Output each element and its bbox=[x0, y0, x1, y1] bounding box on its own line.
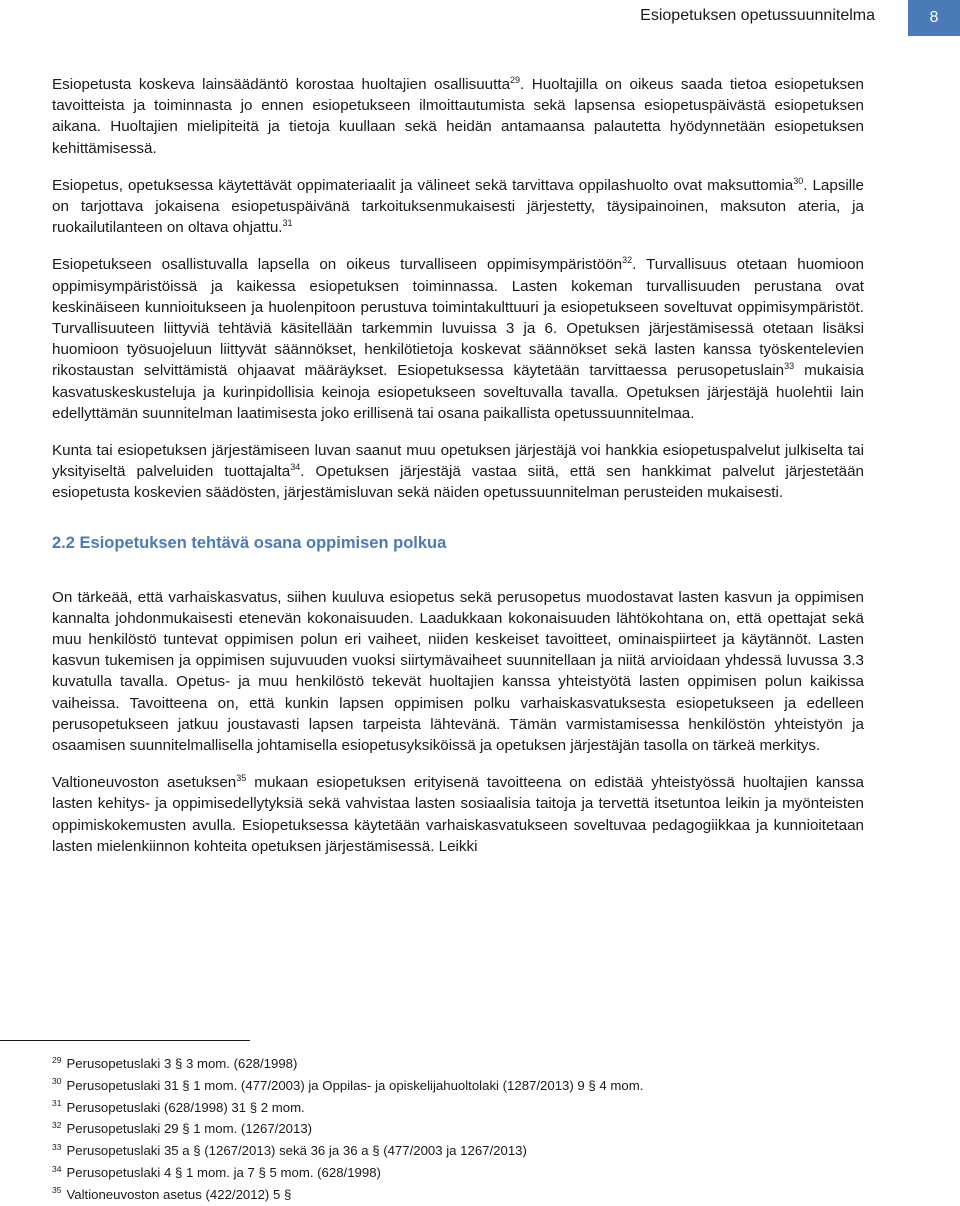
footnote bbox=[52, 1162, 912, 1184]
paragraph-text: . Huoltajilla on oikeus saada tietoa esiopetuksen tavoitteista ja toiminnasta jo ennen esiopetukseen ilmoittautumista sekä lapsensa esiopetuspäivästä esiopetuksen aikana. Huoltajien mielipiteitä ja tietoja kuullaan sekä heidän antamaansa palautetta hyödynnetään esiopetuksen kehittämisessä. bbox=[52, 76, 864, 157]
paragraphs-before-heading bbox=[52, 74, 864, 504]
footnote-number: 32 bbox=[52, 1120, 62, 1130]
paragraph-text: . Lapsille on tarjottava jokaisena esiopetuspäivänä tarkoituksenmukaisesti järjestetty, täysipainoinen, maksuton ateria, ja ruokailutilanteen on oltava ohjattu. bbox=[52, 176, 864, 237]
paragraph-text: mukaisia kasvatuskeskusteluja ja kurinpidollisia keinoja esiopetukseen soveltuvalla tavalla. Opetuksen järjestäjä huolehtii lain edellyttämän suunnitelman laatimisesta joko erillisenä tai osana paikallista opetussuunnitelmaa. bbox=[52, 362, 865, 422]
paragraph bbox=[52, 175, 864, 239]
paragraph-text: Esiopetukseen osallistuvalla lapsella on oikeus turvalliseen oppimisympäristöön bbox=[52, 256, 623, 274]
footnote-number: 31 bbox=[52, 1098, 62, 1109]
paragraph-text: Esiopetusta koskeva lainsäädäntö korostaa huoltajien osallisuutta bbox=[52, 76, 511, 93]
paragraphs-after-heading bbox=[52, 587, 864, 857]
paragraph-text: mukaan esiopetuksen erityisenä tavoitteena on edistää yhteistyössä huoltajien kanssa lasten kehitys- ja oppimisedellytyksiä sekä vahvistaa lasten sosiaalisia taitoja ja tervettä itsetuntoa leikin ja myönteisten oppimiskokemusten avulla. Esiopetuksessa käytetään varhaiskasvatukseen soveltuvaa pedagogiikkaa ja kunnioitetaan lasten mielenkiinnon kohteita opetuksen järjestämisessä. Leikki bbox=[52, 774, 864, 855]
footnote-text: Valtioneuvoston asetus (422/2012) 5 § bbox=[66, 1186, 292, 1202]
footnote bbox=[52, 1097, 912, 1119]
footnote-reference: 34 bbox=[290, 462, 301, 473]
footnote-text: Perusopetuslaki (628/1998) 31 § 2 mom. bbox=[66, 1099, 305, 1115]
footnote-number: 35 bbox=[52, 1185, 62, 1196]
footnote-number: 33 bbox=[52, 1141, 62, 1152]
footnote-text: Perusopetuslaki 4 § 1 mom. ja 7 § 5 mom. (628/1998) bbox=[66, 1164, 381, 1180]
footnote-reference: 31 bbox=[282, 218, 293, 229]
footnote-number: 29 bbox=[52, 1054, 62, 1065]
paragraph-text: On tärkeää, että varhaiskasvatus, siihen kuuluva esiopetus sekä perusopetus muodostavat lasten kasvun ja oppimisen kannalta johdonmukaisesti etenevän kokonaisuuden. Laadukkaan kokonaisuuden lähtökohtana on, että opettajat sekä muu henkilöstö tuntevat oppimisen polun eri vaiheet, niiden keskeiset tavoitteet, ominaispiirteet ja käytännöt. Lasten kasvun tukemisen ja oppimisen sujuvuuden vuoksi siirtymävaiheet suunnitellaan ja niitä arvioidaan yhdessä luvussa 3.3 kuvatulla tavalla. Opetus- ja muu henkilöstö tekevät huoltajien kanssa yhteistyötä lasten oppimisen polun kaikissa vaiheissa. Tavoitteena on, että kunkin lapsen oppimisen polku varhaiskasvatuksesta esiopetukseen ja edelleen perusopetukseen jatkuu joustavasti lapsen tarpeista lähtevänä. Tämän varmistamisessa henkilöstön yhteistyön ja osaamisen suunnitelmallisella johtamisella esiopetusyksiköissä ja opetuksen järjestäjän tasolla on tärkeä merkitys. bbox=[52, 588, 864, 755]
section-heading: 2.2 Esiopetuksen tehtävä osana oppimisen polkua bbox=[52, 533, 447, 552]
paragraph-text: Kunta tai esiopetuksen järjestämiseen luvan saanut muu opetuksen järjestäjä voi hankkia esiopetuspalvelut julkiselta tai yksityiseltä palveluiden tuottajalta bbox=[52, 442, 864, 481]
paragraph-text: Valtioneuvoston asetuksen bbox=[52, 774, 237, 792]
footnote-reference: 30 bbox=[793, 175, 804, 186]
paragraph bbox=[52, 587, 864, 757]
footnotes bbox=[52, 1053, 912, 1206]
paragraph bbox=[52, 254, 864, 424]
paragraph bbox=[52, 440, 864, 504]
paragraph-text: . Opetuksen järjestäjä vastaa siitä, että sen hankkimat palvelut järjestetään esiopetusta koskevien säädösten, järjestämisluvan sekä näiden opetussuunnitelman perusteiden mukaisesti. bbox=[52, 463, 864, 502]
footnote-text: Perusopetuslaki 29 § 1 mom. (1267/2013) bbox=[66, 1121, 313, 1137]
footnote-reference: 33 bbox=[784, 361, 795, 372]
paragraph bbox=[52, 772, 864, 857]
footnote-text: Perusopetuslaki 3 § 3 mom. (628/1998) bbox=[66, 1056, 298, 1071]
footnote-number: 34 bbox=[52, 1163, 62, 1174]
footnote-reference: 32 bbox=[622, 255, 633, 266]
footnote-text: Perusopetuslaki 31 § 1 mom. (477/2003) ja Oppilas- ja opiskelijahuoltolaki (1287/2013) 9 § 4 mom. bbox=[66, 1077, 644, 1093]
footnote bbox=[52, 1140, 912, 1162]
main-content bbox=[52, 74, 864, 873]
footnote-divider bbox=[0, 1040, 250, 1041]
footnote bbox=[52, 1184, 912, 1206]
footnote-text: Perusopetuslaki 35 a § (1267/2013) sekä 36 ja 36 a § (477/2003 ja 1267/2013) bbox=[66, 1143, 527, 1159]
page-header bbox=[0, 0, 960, 36]
footnote bbox=[52, 1118, 912, 1140]
running-header-title: Esiopetuksen opetussuunnitelma bbox=[640, 7, 875, 24]
paragraph-text: Esiopetus, opetuksessa käytettävät oppimateriaalit ja välineet sekä tarvittava oppilashuolto ovat maksuttomia bbox=[52, 176, 794, 194]
page-number-badge: 8 bbox=[908, 0, 960, 36]
footnote-reference: 35 bbox=[236, 773, 247, 784]
footnote-number: 30 bbox=[52, 1076, 62, 1087]
footnote bbox=[52, 1053, 912, 1075]
footnote-reference: 29 bbox=[510, 74, 521, 85]
paragraph bbox=[52, 74, 864, 159]
footnote bbox=[52, 1075, 912, 1097]
paragraph-text: . Turvallisuus otetaan huomioon oppimisympäristöissä ja kaikessa esiopetuksen toiminnassa. Lasten kokeman turvallisuuden perustana ovat keskinäiseen kunnioitukseen ja huolenpitoon perustuva toimintakulttuuri ja esiopetukseen soveltuvat oppimisympäristöt. Turvallisuuteen liittyviä tehtäviä käsitellään tarkemmin luvuissa 3 ja 6. Opetuksen järjestämisessä otetaan lisäksi huomioon työsuojeluun liittyvät säännökset, henkilötietoja koskevat säännökset sekä lasten kanssa työskentelevien rikostaustan selvittämistä ohjaavat määräykset. Esiopetuksessa käytetään tarvittaessa perusopetuslain bbox=[52, 256, 864, 380]
